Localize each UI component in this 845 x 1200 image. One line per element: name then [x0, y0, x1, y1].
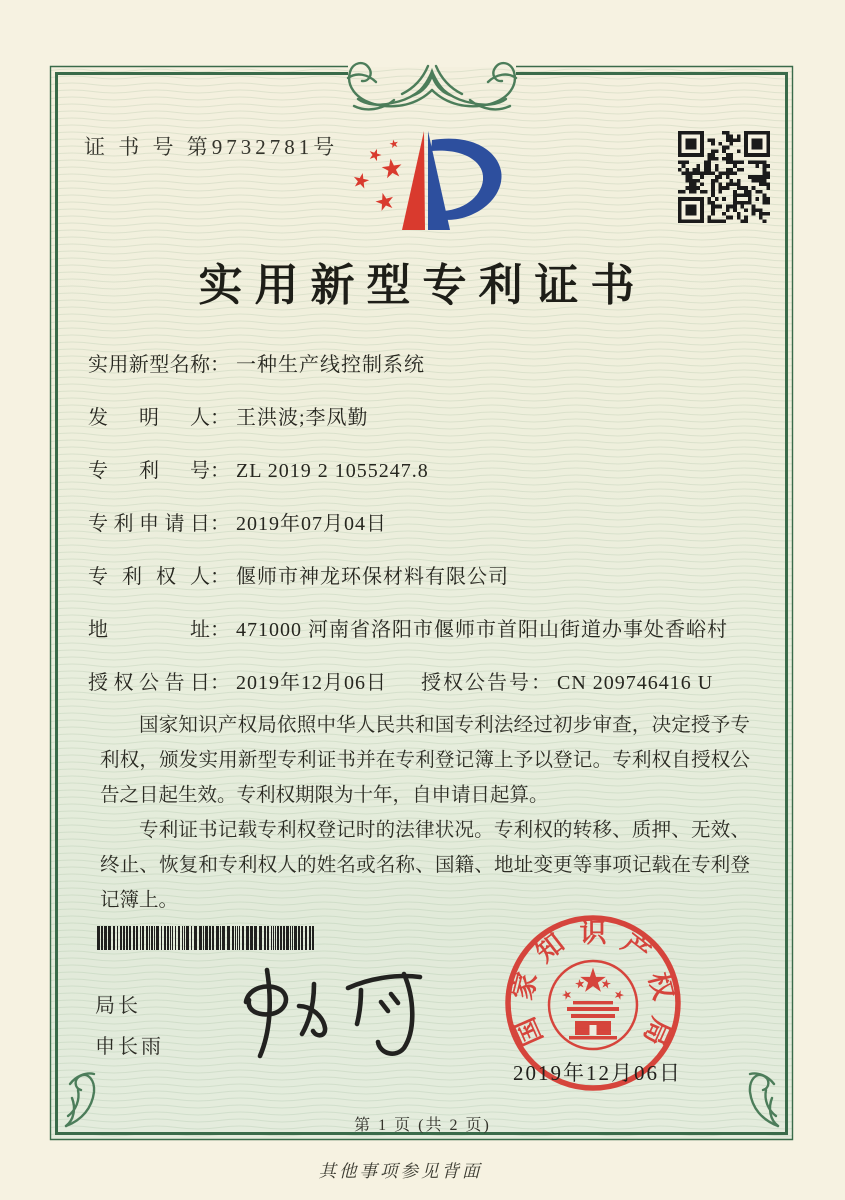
grant-date-pair: 授权公告日： 2019年12月06日: [88, 670, 387, 723]
field-row-patent-number: 专利号： ZL 2019 2 1055247.8: [88, 458, 768, 511]
field-value: 偃师市神龙环保材料有限公司: [236, 566, 509, 588]
certificate-title: 实用新型专利证书: [198, 261, 647, 310]
qr-code: [678, 131, 770, 223]
signer-block: [95, 989, 164, 1071]
field-label: 专利权人: [88, 566, 210, 588]
logo-stars: [352, 139, 403, 212]
field-row-name: 实用新型名称： 一种生产线控制系统: [88, 352, 768, 405]
field-row-patentee: 专利权人： 偃师市神龙环保材料有限公司: [88, 564, 768, 617]
field-value: 一种生产线控制系统: [236, 354, 425, 376]
svg-text:家: 家: [507, 969, 543, 1003]
seal-national-emblem: [549, 961, 637, 1049]
legal-paragraph-2: 专利证书记载专利权登记时的法律状况。专利权的转移、质押、无效、终止、恢复和专利权人的姓名或名称、国籍、地址变更等事项记载在专利登记簿上。: [100, 820, 750, 911]
field-label: 授权公告号: [421, 672, 531, 694]
page-number: 第 1 页 (共 2 页): [354, 1117, 491, 1134]
svg-text:识: 识: [579, 918, 607, 948]
field-value: 2019年12月06日: [236, 672, 387, 694]
field-row-filing-date: 专利申请日： 2019年07月04日: [88, 511, 768, 564]
legal-text: [100, 708, 750, 918]
field-label: 专利申请日: [88, 513, 210, 535]
field-value: 2019年07月04日: [236, 513, 387, 535]
grant-number-pair: 授权公告号： CN 209746416 U: [421, 672, 714, 694]
certificate-fields: [88, 352, 768, 723]
svg-text:局: 局: [637, 1013, 677, 1050]
svg-text:产: 产: [616, 927, 656, 968]
field-value: 王洪波;李凤勤: [236, 407, 369, 429]
legal-paragraph-1: 国家知识产权局依照中华人民共和国专利法经过初步审查，决定授予专利权，颁发实用新型专利证书并在专利登记簿上予以登记。专利权自授权公告之日起生效。专利权期限为十年，自申请日起算。: [100, 715, 750, 806]
back-side-note: 其他事项参见背面: [318, 1161, 483, 1181]
field-label: 地址: [88, 619, 210, 641]
field-row-address: 地址： 471000 河南省洛阳市偃师市首阳山街道办事处香峪村: [88, 617, 768, 670]
field-value: CN 209746416 U: [557, 672, 714, 694]
field-value: ZL 2019 2 1055247.8: [236, 460, 429, 482]
field-value: 471000 河南省洛阳市偃师市首阳山街道办事处香峪村: [236, 619, 728, 641]
field-label: 授权公告日: [88, 672, 210, 694]
svg-text:知: 知: [530, 927, 570, 968]
handwritten-signature: [215, 950, 435, 1075]
svg-text:权: 权: [643, 969, 679, 1003]
cnipa-logo: [330, 118, 535, 240]
signer-name: 申长雨: [95, 1036, 164, 1058]
svg-text:国: 国: [509, 1013, 549, 1050]
field-label: 发明人: [88, 407, 210, 429]
certificate-number: 证 书 号 第9732781号: [84, 135, 339, 159]
seal-date: 2019年12月06日: [513, 1061, 682, 1085]
field-label: 实用新型名称: [88, 354, 210, 376]
field-label: 专利号: [88, 460, 210, 482]
field-row-inventor: 发明人： 王洪波;李凤勤: [88, 405, 768, 458]
signer-title: 局长: [95, 995, 141, 1017]
barcode: [97, 926, 319, 950]
